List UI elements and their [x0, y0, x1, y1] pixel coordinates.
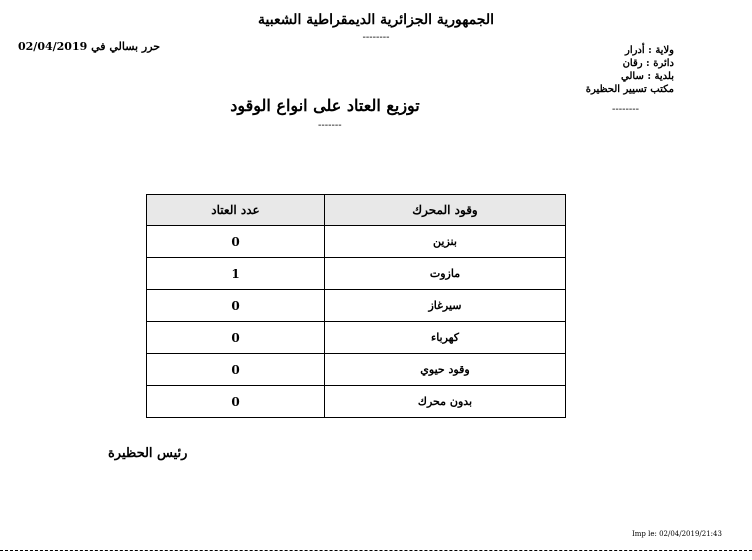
wilaya-line: ولاية : أدرار [625, 45, 674, 56]
daira-line: دائرة : رقان [622, 58, 674, 69]
heading-separator: -------- [362, 32, 390, 43]
equipment-count-cell: 0 [147, 322, 325, 354]
table-row [147, 226, 566, 258]
table-row [147, 258, 566, 290]
equipment-count-cell: 0 [147, 354, 325, 386]
table-row [147, 386, 566, 418]
commune-line: بلدية : سالي [621, 71, 674, 82]
equipment-count-cell: 0 [147, 226, 325, 258]
bottom-dashed-rule [0, 550, 752, 551]
fuel-distribution-table [146, 194, 566, 418]
fuel-type-cell: كهرباء [325, 322, 566, 354]
equipment-count-cell: 0 [147, 290, 325, 322]
fuel-type-cell: بدون محرك [325, 386, 566, 418]
republic-heading: الجمهورية الجزائرية الديمقراطية الشعبية [257, 12, 494, 28]
title-separator: ------- [318, 120, 342, 131]
admin-separator: -------- [612, 104, 640, 115]
fuel-type-cell: وقود حيوي [325, 354, 566, 386]
fuel-type-cell: سيرغاز [325, 290, 566, 322]
fuel-type-cell: بنزين [325, 226, 566, 258]
issued-place-date: حرر بسالي في 02/04/2019 [18, 40, 161, 53]
table-row [147, 322, 566, 354]
table-header-row [147, 195, 566, 226]
office-line: مكتب تسيير الحظيرة [585, 84, 674, 95]
table-row [147, 354, 566, 386]
fuel-type-cell: مازوت [325, 258, 566, 290]
equipment-count-cell: 0 [147, 386, 325, 418]
equipment-count-cell: 1 [147, 258, 325, 290]
equipment-count-header: عدد العتاد [147, 195, 325, 226]
fuel-type-header: وقود المحرك [325, 195, 566, 226]
park-chief-signature: رئيس الحظيرة [108, 446, 188, 461]
table-row [147, 290, 566, 322]
print-timestamp: Imp le: 02/04/2019/21:43 [632, 530, 722, 538]
administration-block [586, 44, 674, 96]
document-title: توزيع العتاد على انواع الوقود [230, 96, 420, 115]
